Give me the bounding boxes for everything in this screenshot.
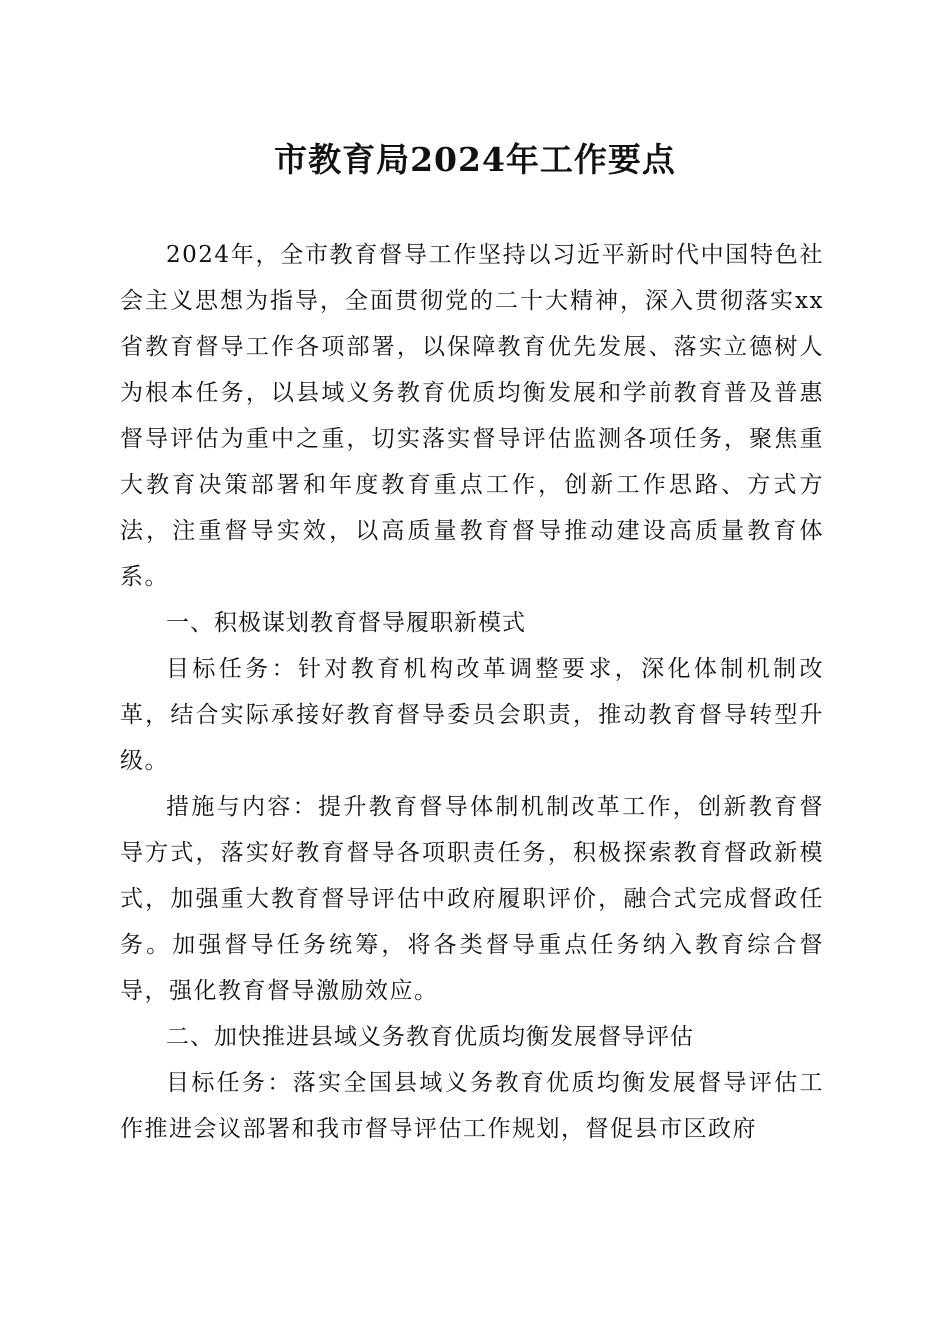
- paragraph-intro: 2024年，全市教育督导工作坚持以习近平新时代中国特色社会主义思想为指导，全面贯彻党的二十大精神，深入贯彻落实xx省教育督导工作各项部署，以保障教育优先发展、落实立德树人为根本任务，以县域义务教育优质均衡发展和学前教育普及普惠督导评估为重中之重，切实落实督导评估监测各项任务，聚焦重大教育决策部署和年度教育重点工作，创新工作思路、方式方法，注重督导实效，以高质量教育督导推动建设高质量教育体系。: [120, 242, 824, 590]
- document-title: 市教育局2024年工作要点: [274, 140, 676, 179]
- paragraph-target-2: 目标任务：落实全国县域义务教育优质均衡发展督导评估工作推进会议部署和我市督导评估工作规划，督促县市区政府: [120, 1070, 824, 1142]
- section-heading-1: 一、积极谋划教育督导履职新模式: [166, 610, 526, 636]
- paragraph-target-1: 目标任务：针对教育机构改革调整要求，深化体制机制改革，结合实际承接好教育督导委员会职责，推动教育督导转型升级。: [120, 656, 824, 774]
- section-heading-2: 二、加快推进县域义务教育优质均衡发展督导评估: [166, 1024, 694, 1050]
- paragraph-measures-1: 措施与内容：提升教育督导体制机制改革工作，创新教育督导方式，落实好教育督导各项职责任务，积极探索教育督政新模式，加强重大教育督导评估中政府履职评价，融合式完成督政任务。加强督导任务统筹，将各类督导重点任务纳入教育综合督导，强化教育督导激励效应。: [120, 794, 824, 1004]
- document-body: [120, 232, 824, 1152]
